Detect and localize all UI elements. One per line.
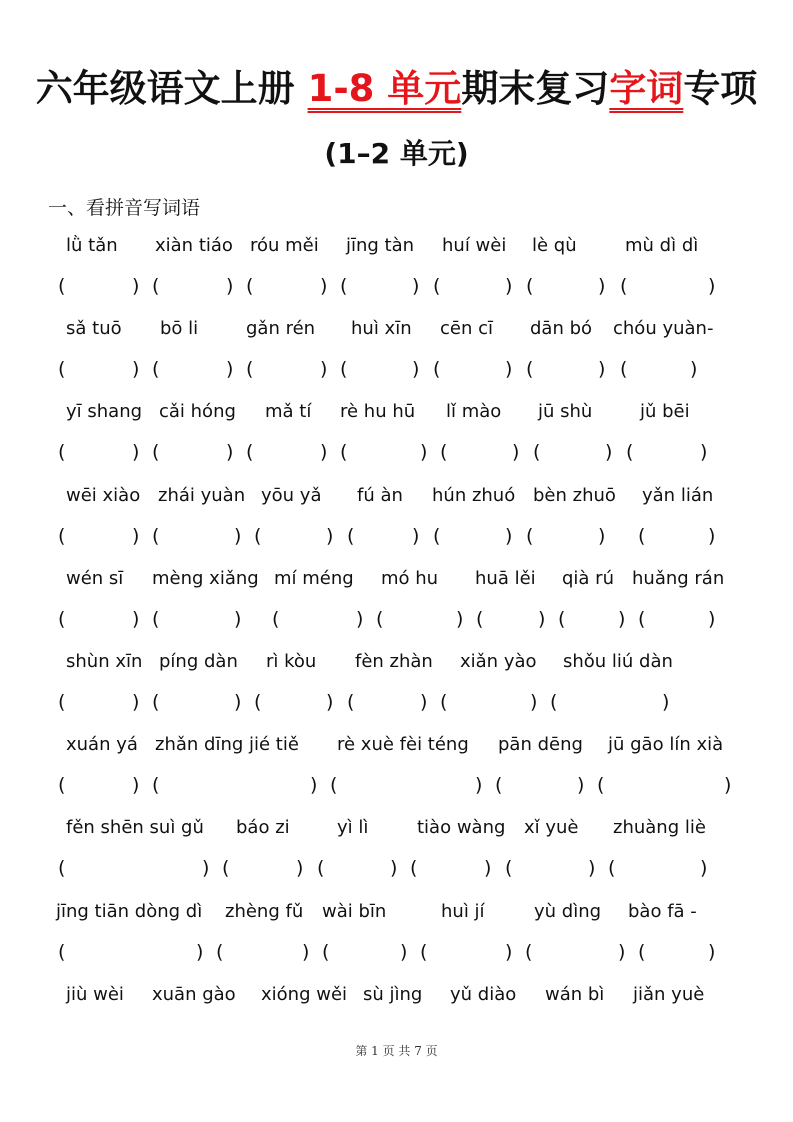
pinyin-word: lè qù xyxy=(532,235,577,256)
answer-blank-close-paren: ) xyxy=(234,608,242,630)
pinyin-word: jiù wèi xyxy=(66,984,124,1005)
answer-blank-open-paren: ( xyxy=(246,441,254,463)
pinyin-word: yǎn lián xyxy=(642,485,714,506)
pinyin-word: xǐ yuè xyxy=(524,817,579,838)
answer-blank-open-paren: ( xyxy=(620,358,628,380)
answer-blank-close-paren: ) xyxy=(310,774,318,796)
pinyin-word: wēi xiào xyxy=(66,485,141,506)
answer-blank-open-paren: ( xyxy=(322,941,330,963)
answer-blank-open-paren: ( xyxy=(476,608,484,630)
pinyin-word: yōu yǎ xyxy=(261,485,322,506)
answer-blank-close-paren: ) xyxy=(505,358,513,380)
answer-blank-open-paren: ( xyxy=(152,275,160,297)
pinyin-word: bào fā - xyxy=(628,901,697,922)
answer-blank-open-paren: ( xyxy=(638,941,646,963)
answer-blank-close-paren: ) xyxy=(320,441,328,463)
answer-blank-open-paren: ( xyxy=(526,358,534,380)
answer-blank-close-paren: ) xyxy=(618,941,626,963)
pinyin-word: rè xuè fèi téng xyxy=(337,734,469,755)
answer-blank-open-paren: ( xyxy=(246,275,254,297)
answer-blank-close-paren: ) xyxy=(598,358,606,380)
answer-blank-open-paren: ( xyxy=(58,608,66,630)
answer-blank-close-paren: ) xyxy=(296,857,304,879)
pinyin-word: rì kòu xyxy=(266,651,317,672)
answer-blank-open-paren: ( xyxy=(330,774,338,796)
answer-blank-open-paren: ( xyxy=(638,608,646,630)
answer-blank-close-paren: ) xyxy=(588,857,596,879)
pinyin-word: huǎng rán xyxy=(632,568,725,589)
pinyin-word: mèng xiǎng xyxy=(152,568,259,589)
answer-blank-open-paren: ( xyxy=(347,691,355,713)
answer-blank-open-paren: ( xyxy=(152,358,160,380)
answer-blank-close-paren: ) xyxy=(708,525,716,547)
pinyin-word: mí méng xyxy=(274,568,354,589)
answer-blank-open-paren: ( xyxy=(526,525,534,547)
pinyin-word: jǔ bēi xyxy=(640,401,690,422)
answer-blank-close-paren: ) xyxy=(302,941,310,963)
answer-blank-open-paren: ( xyxy=(410,857,418,879)
answer-blank-close-paren: ) xyxy=(708,275,716,297)
answer-blank-close-paren: ) xyxy=(484,857,492,879)
answer-blank-open-paren: ( xyxy=(58,275,66,297)
pinyin-word: lǜ tǎn xyxy=(66,235,118,256)
pinyin-word: báo zi xyxy=(236,817,290,838)
answer-blank-close-paren: ) xyxy=(226,441,234,463)
answer-blank-close-paren: ) xyxy=(196,941,204,963)
answer-blank-open-paren: ( xyxy=(58,774,66,796)
pinyin-word: rè hu hū xyxy=(340,401,416,422)
answer-blank-close-paren: ) xyxy=(356,608,364,630)
answer-blank-open-paren: ( xyxy=(58,857,66,879)
answer-blank-open-paren: ( xyxy=(152,774,160,796)
document-title xyxy=(0,58,793,112)
answer-blank-close-paren: ) xyxy=(132,441,140,463)
pinyin-word: yù dìng xyxy=(534,901,602,922)
answer-blank-open-paren: ( xyxy=(340,358,348,380)
pinyin-word: hún zhuó xyxy=(432,485,516,506)
answer-blank-open-paren: ( xyxy=(340,275,348,297)
answer-blank-close-paren: ) xyxy=(202,857,210,879)
answer-blank-open-paren: ( xyxy=(216,941,224,963)
pinyin-word: sǎ tuō xyxy=(66,318,122,339)
answer-blank-close-paren: ) xyxy=(505,941,513,963)
answer-blank-open-paren: ( xyxy=(525,941,533,963)
answer-blank-open-paren: ( xyxy=(440,691,448,713)
answer-blank-close-paren: ) xyxy=(226,358,234,380)
answer-blank-open-paren: ( xyxy=(317,857,325,879)
pinyin-word: píng dàn xyxy=(159,651,238,672)
pinyin-word: wán bì xyxy=(545,984,605,1005)
answer-blank-open-paren: ( xyxy=(533,441,541,463)
answer-blank-close-paren: ) xyxy=(538,608,546,630)
pinyin-word: shǒu liú dàn xyxy=(563,651,673,672)
answer-blank-open-paren: ( xyxy=(152,441,160,463)
pinyin-word: huí wèi xyxy=(442,235,507,256)
pinyin-word: yǔ diào xyxy=(450,984,517,1005)
answer-blank-close-paren: ) xyxy=(598,275,606,297)
pinyin-word: zhǎn dīng jié tiě xyxy=(155,734,299,755)
page-footer: 第 1 页 共 7 页 xyxy=(355,1044,438,1058)
answer-blank-close-paren: ) xyxy=(400,941,408,963)
pinyin-word: bèn zhuō xyxy=(533,485,616,506)
answer-blank-open-paren: ( xyxy=(495,774,503,796)
pinyin-word: xiǎn yào xyxy=(460,651,537,672)
pinyin-word: zhái yuàn xyxy=(158,485,246,506)
answer-blank-open-paren: ( xyxy=(58,941,66,963)
answer-blank-open-paren: ( xyxy=(254,691,262,713)
answer-blank-open-paren: ( xyxy=(58,525,66,547)
pinyin-word: dān bó xyxy=(530,318,593,339)
answer-blank-open-paren: ( xyxy=(433,275,441,297)
pinyin-word: jū gāo lín xià xyxy=(608,734,724,755)
answer-blank-close-paren: ) xyxy=(662,691,670,713)
answer-blank-close-paren: ) xyxy=(390,857,398,879)
pinyin-word: mó hu xyxy=(381,568,439,589)
pinyin-word: jiǎn yuè xyxy=(633,984,705,1005)
pinyin-word: cēn cī xyxy=(440,318,493,339)
section-heading: 一、看拼音写词语 xyxy=(48,197,201,219)
title-part5: 专项 xyxy=(683,67,758,110)
answer-blank-open-paren: ( xyxy=(152,525,160,547)
answer-blank-close-paren: ) xyxy=(226,275,234,297)
answer-blank-close-paren: ) xyxy=(475,774,483,796)
pinyin-word: yī shang xyxy=(66,401,143,422)
answer-blank-open-paren: ( xyxy=(222,857,230,879)
answer-blank-close-paren: ) xyxy=(530,691,538,713)
answer-blank-close-paren: ) xyxy=(708,608,716,630)
answer-blank-open-paren: ( xyxy=(246,358,254,380)
pinyin-word: tiào wàng xyxy=(417,817,506,838)
pinyin-word: xiàn tiáo xyxy=(155,235,233,256)
pinyin-word: jū shù xyxy=(538,401,593,422)
answer-blank-open-paren: ( xyxy=(638,525,646,547)
pinyin-word: xuān gào xyxy=(152,984,236,1005)
pinyin-word: zhuàng liè xyxy=(613,817,706,838)
answer-blank-close-paren: ) xyxy=(724,774,732,796)
answer-blank-open-paren: ( xyxy=(340,441,348,463)
answer-blank-close-paren: ) xyxy=(234,525,242,547)
answer-blank-open-paren: ( xyxy=(347,525,355,547)
answer-blank-open-paren: ( xyxy=(58,441,66,463)
pinyin-word: róu měi xyxy=(250,235,319,256)
pinyin-word: pān dēng xyxy=(498,734,583,755)
title-units-highlight: 1-8 单元 xyxy=(307,67,462,110)
answer-blank-close-paren: ) xyxy=(456,608,464,630)
answer-blank-open-paren: ( xyxy=(272,608,280,630)
answer-blank-close-paren: ) xyxy=(132,358,140,380)
answer-blank-close-paren: ) xyxy=(420,441,428,463)
pinyin-word: zhèng fǔ xyxy=(225,901,304,922)
answer-blank-open-paren: ( xyxy=(440,441,448,463)
title-part3: 期末复习 xyxy=(461,67,610,110)
document-subtitle: (1–2 单元) xyxy=(324,137,469,170)
answer-blank-open-paren: ( xyxy=(376,608,384,630)
answer-blank-close-paren: ) xyxy=(326,525,334,547)
answer-blank-close-paren: ) xyxy=(512,441,520,463)
answer-blank-close-paren: ) xyxy=(605,441,613,463)
pinyin-word: fú àn xyxy=(357,485,403,506)
pinyin-word: wén sī xyxy=(66,568,124,589)
pinyin-word: mù dì dì xyxy=(625,235,699,256)
pinyin-word: shùn xīn xyxy=(66,651,143,672)
answer-blank-close-paren: ) xyxy=(700,441,708,463)
answer-blank-open-paren: ( xyxy=(550,691,558,713)
pinyin-word: lǐ mào xyxy=(446,401,502,422)
pinyin-word: huā lěi xyxy=(475,568,536,589)
answer-blank-open-paren: ( xyxy=(58,358,66,380)
answer-blank-open-paren: ( xyxy=(433,525,441,547)
pinyin-word: xuán yá xyxy=(66,734,138,755)
answer-blank-open-paren: ( xyxy=(152,691,160,713)
answer-blank-close-paren: ) xyxy=(412,275,420,297)
answer-blank-open-paren: ( xyxy=(620,275,628,297)
answer-blank-close-paren: ) xyxy=(132,275,140,297)
answer-blank-close-paren: ) xyxy=(505,275,513,297)
answer-blank-close-paren: ) xyxy=(320,358,328,380)
pinyin-word: xióng wěi xyxy=(261,984,348,1005)
answer-blank-open-paren: ( xyxy=(420,941,428,963)
answer-blank-close-paren: ) xyxy=(420,691,428,713)
pinyin-word: chóu yuàn- xyxy=(613,318,714,339)
answer-blank-open-paren: ( xyxy=(597,774,605,796)
answer-blank-close-paren: ) xyxy=(132,691,140,713)
answer-blank-open-paren: ( xyxy=(526,275,534,297)
answer-blank-close-paren: ) xyxy=(132,525,140,547)
answer-blank-close-paren: ) xyxy=(598,525,606,547)
pinyin-word: sù jìng xyxy=(363,984,423,1005)
answer-blank-close-paren: ) xyxy=(132,774,140,796)
answer-blank-close-paren: ) xyxy=(320,275,328,297)
answer-blank-close-paren: ) xyxy=(618,608,626,630)
title-words-highlight: 字词 xyxy=(609,67,684,110)
answer-blank-close-paren: ) xyxy=(700,857,708,879)
answer-blank-close-paren: ) xyxy=(690,358,698,380)
pinyin-word: cǎi hóng xyxy=(159,401,236,422)
pinyin-word: yì lì xyxy=(337,817,369,838)
answer-blank-close-paren: ) xyxy=(577,774,585,796)
pinyin-word: fěn shēn suì gǔ xyxy=(66,817,204,838)
answer-blank-open-paren: ( xyxy=(626,441,634,463)
answer-blank-close-paren: ) xyxy=(132,608,140,630)
pinyin-word: bō li xyxy=(160,318,199,339)
pinyin-word: gǎn rén xyxy=(246,318,316,339)
answer-blank-close-paren: ) xyxy=(326,691,334,713)
answer-blank-close-paren: ) xyxy=(708,941,716,963)
answer-blank-close-paren: ) xyxy=(412,358,420,380)
answer-blank-open-paren: ( xyxy=(58,691,66,713)
answer-blank-open-paren: ( xyxy=(254,525,262,547)
answer-blank-close-paren: ) xyxy=(505,525,513,547)
pinyin-word: fèn zhàn xyxy=(355,651,433,672)
pinyin-word: qià rú xyxy=(562,568,614,589)
pinyin-word: jīng tiān dòng dì xyxy=(56,901,203,922)
title-part1: 六年级语文上册 xyxy=(35,67,308,110)
answer-blank-close-paren: ) xyxy=(412,525,420,547)
answer-blank-open-paren: ( xyxy=(152,608,160,630)
pinyin-word: huì jí xyxy=(441,901,485,922)
pinyin-word: huì xīn xyxy=(351,318,412,339)
pinyin-word: mǎ tí xyxy=(265,401,312,422)
pinyin-word: wài bīn xyxy=(322,901,387,922)
pinyin-word: jīng tàn xyxy=(346,235,415,256)
answer-blank-open-paren: ( xyxy=(558,608,566,630)
answer-blank-open-paren: ( xyxy=(505,857,513,879)
answer-blank-close-paren: ) xyxy=(234,691,242,713)
answer-blank-open-paren: ( xyxy=(433,358,441,380)
answer-blank-open-paren: ( xyxy=(608,857,616,879)
